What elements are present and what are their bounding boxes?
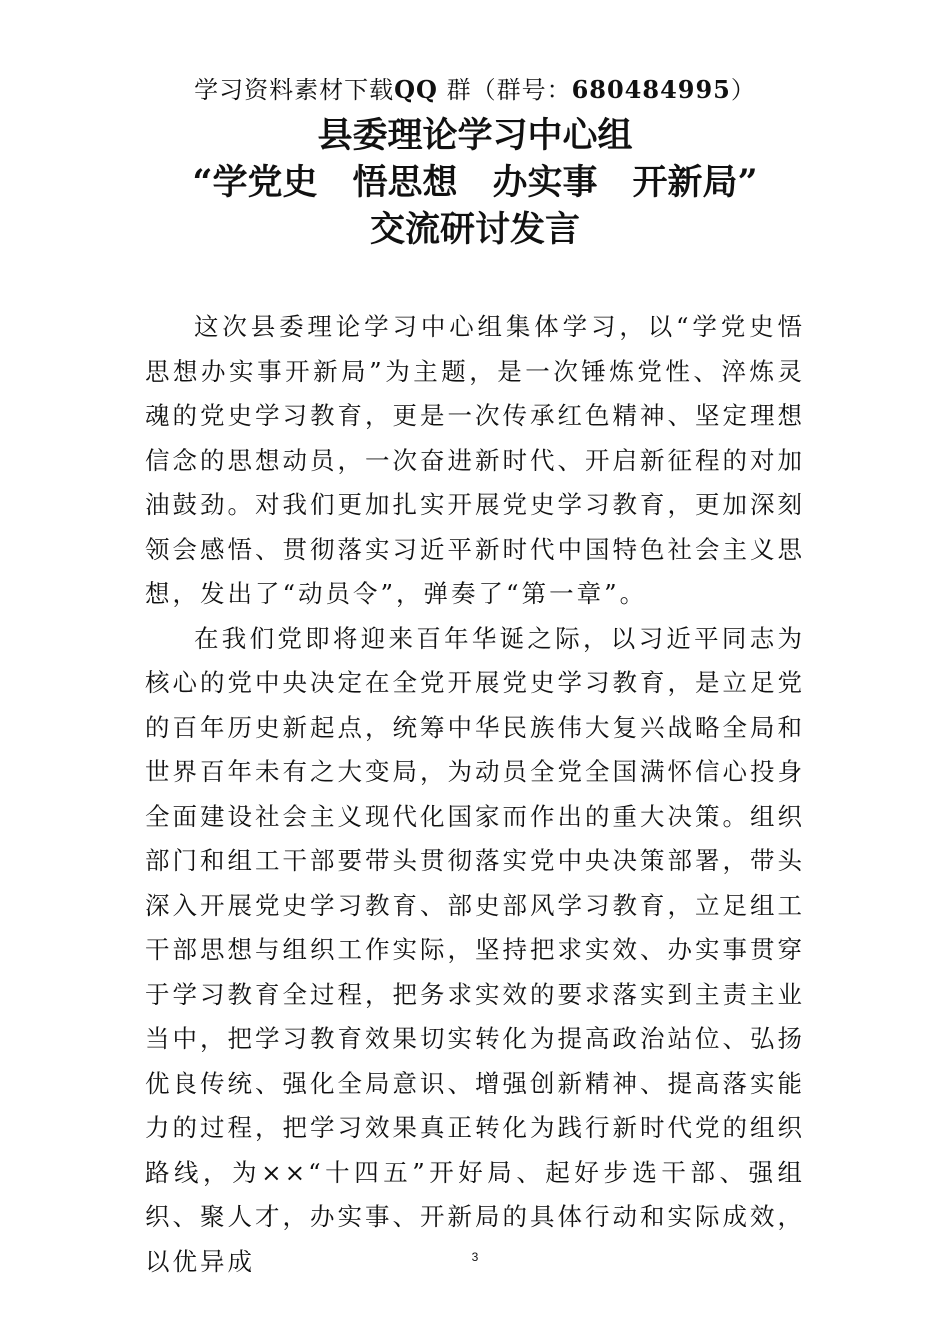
title-line-2: “学党史 悟思想 办实事 开新局” [192,162,758,203]
title-line-3: 交流研讨发言 [369,209,580,250]
page-number: 3 [471,1250,479,1264]
document-header [0,74,950,106]
document-title [0,112,950,253]
body-text [145,305,805,1284]
header-suffix: ） [730,76,756,104]
header-prefix: 学习资料素材下载 [194,76,395,104]
paragraph-1: 这次县委理论学习中心组集体学习，以“学党史悟思想办实事开新局”为主题，是一次锤炼党性、淬炼灵魂的党史学习教育，更是一次传承红色精神、坚定理想信念的思想动员，一次奋进新时代、开启新征程的对加油鼓劲。对我们更加扎实开展党史学习教育，更加深刻领会感悟、贯彻落实习近平新时代中国特色社会主义思想，发出了“动员令”，弹奏了“第一章”。 [145,312,805,608]
header-group-number: 680484995 [571,75,731,104]
paragraph-2: 在我们党即将迎来百年华诞之际，以习近平同志为核心的党中央决定在全党开展党史学习教育，是立足党的百年历史新起点，统筹中华民族伟大复兴战略全局和世界百年未有之大变局，为动员全党全国满怀信心投身全面建设社会主义现代化国家而作出的重大决策。组织部门和组工干部要带头贯彻落实党中央决策部署，带头深入开展党史学习教育、部史部风学习教育，立足组工干部思想与组织工作实际，坚持把求实效、办实事贯穿于学习教育全过程，把务求实效的要求落实到主责主业当中，把学习教育效果切实转化为提高政治站位、弘扬优良传统、强化全局意识、增强创新精神、提高落实能力的过程，把学习效果真正转化为践行新时代党的组织路线，为××“十四五”开好局、起好步选干部、强组织、聚人才，办实事、开新局的具体行动和实际成效，以优异成 [145,623,805,1276]
title-line-1: 县委理论学习中心组 [317,115,633,156]
header-qq: QQ [394,75,438,104]
header-group-label: 群（群号： [437,76,572,104]
